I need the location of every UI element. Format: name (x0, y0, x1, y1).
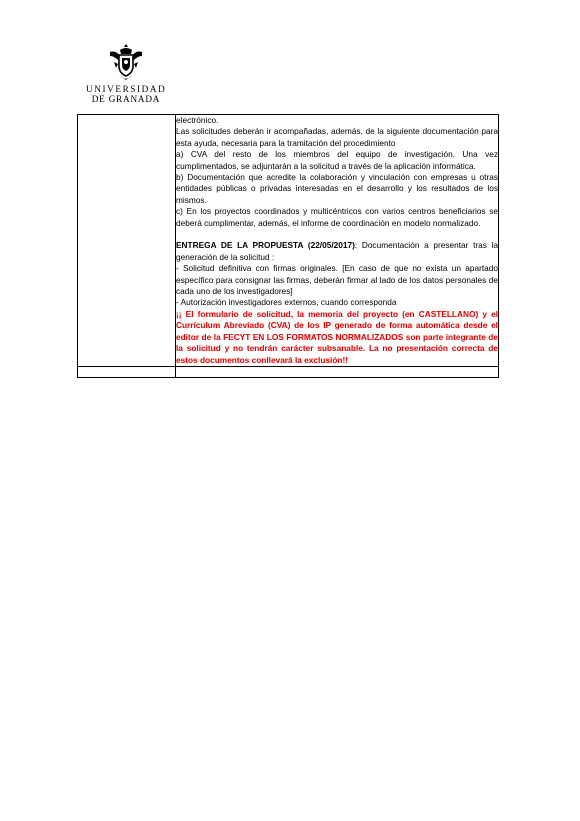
table-cell-right (176, 366, 499, 377)
table-cell-content (176, 115, 499, 367)
entrega-text: : Documentación a presentar tras la generación de la solicitud : (176, 240, 499, 262)
warning-text: ¡¡ El formulario de solicitud, la memoria del proyecto (en CASTELLANO) y el Currículum Abreviado (CVA) de los IP generado de forma automática desde el editor de la FECYT EN LOS FORMATOS NORMALIZADOS son parte integrante de la solicitud y no tendrán carácter subsanable. La no presentación correcta de estos documentos conllevará la exclusión!! (176, 308, 498, 365)
list-item-bullet-2: - Autorización investigadores externos, cuando corresponda (176, 297, 397, 308)
entrega-heading: ENTREGA DE LA PROPUESTA (22/05/2017) (176, 240, 355, 251)
list-item-c: c) En los proyectos coordinados y multicéntricos con varios centros beneficiarios se deberá cumplimentar, además, el informe de coordinación en modelo normalizado. (176, 206, 498, 228)
logo-text-de-granada: DE GRANADA (91, 94, 161, 104)
list-item-b: b) Documentación que acredite la colaboración y vinculación con empresas u otras entidades públicas o privadas interesadas en el desarrollo y los resultados de los mismos. (176, 172, 498, 205)
paragraph-documentation: Las solicitudes deberán ir acompañadas, además, de la siguiente documentación para esta ayuda, necesaria para la tramitación del procedimiento (176, 126, 498, 148)
table-cell-left (78, 115, 176, 367)
text-line-electronico: electrónico. (176, 115, 219, 125)
table-row (78, 115, 499, 367)
table-cell-left (78, 366, 176, 377)
document-table (77, 114, 499, 378)
coat-of-arms-icon (106, 42, 146, 82)
list-item-a: a) CVA del resto de los miembros del equipo de investigación. Una vez cumplimentados, se adjuntarán a la solicitud a través de la aplicación informática. (176, 149, 498, 171)
logo-text-universidad: UNIVERSIDAD (86, 84, 167, 94)
university-logo (86, 42, 166, 104)
table-row-empty (78, 366, 499, 377)
paragraph-entrega (176, 240, 498, 263)
list-item-bullet-1: - Solicitud definitiva con firmas originales. [En caso de que no exista un apartado específico para consignar las firmas, deberán firmar al lado de los datos personales de cada uno de los investigadores] (176, 263, 498, 297)
